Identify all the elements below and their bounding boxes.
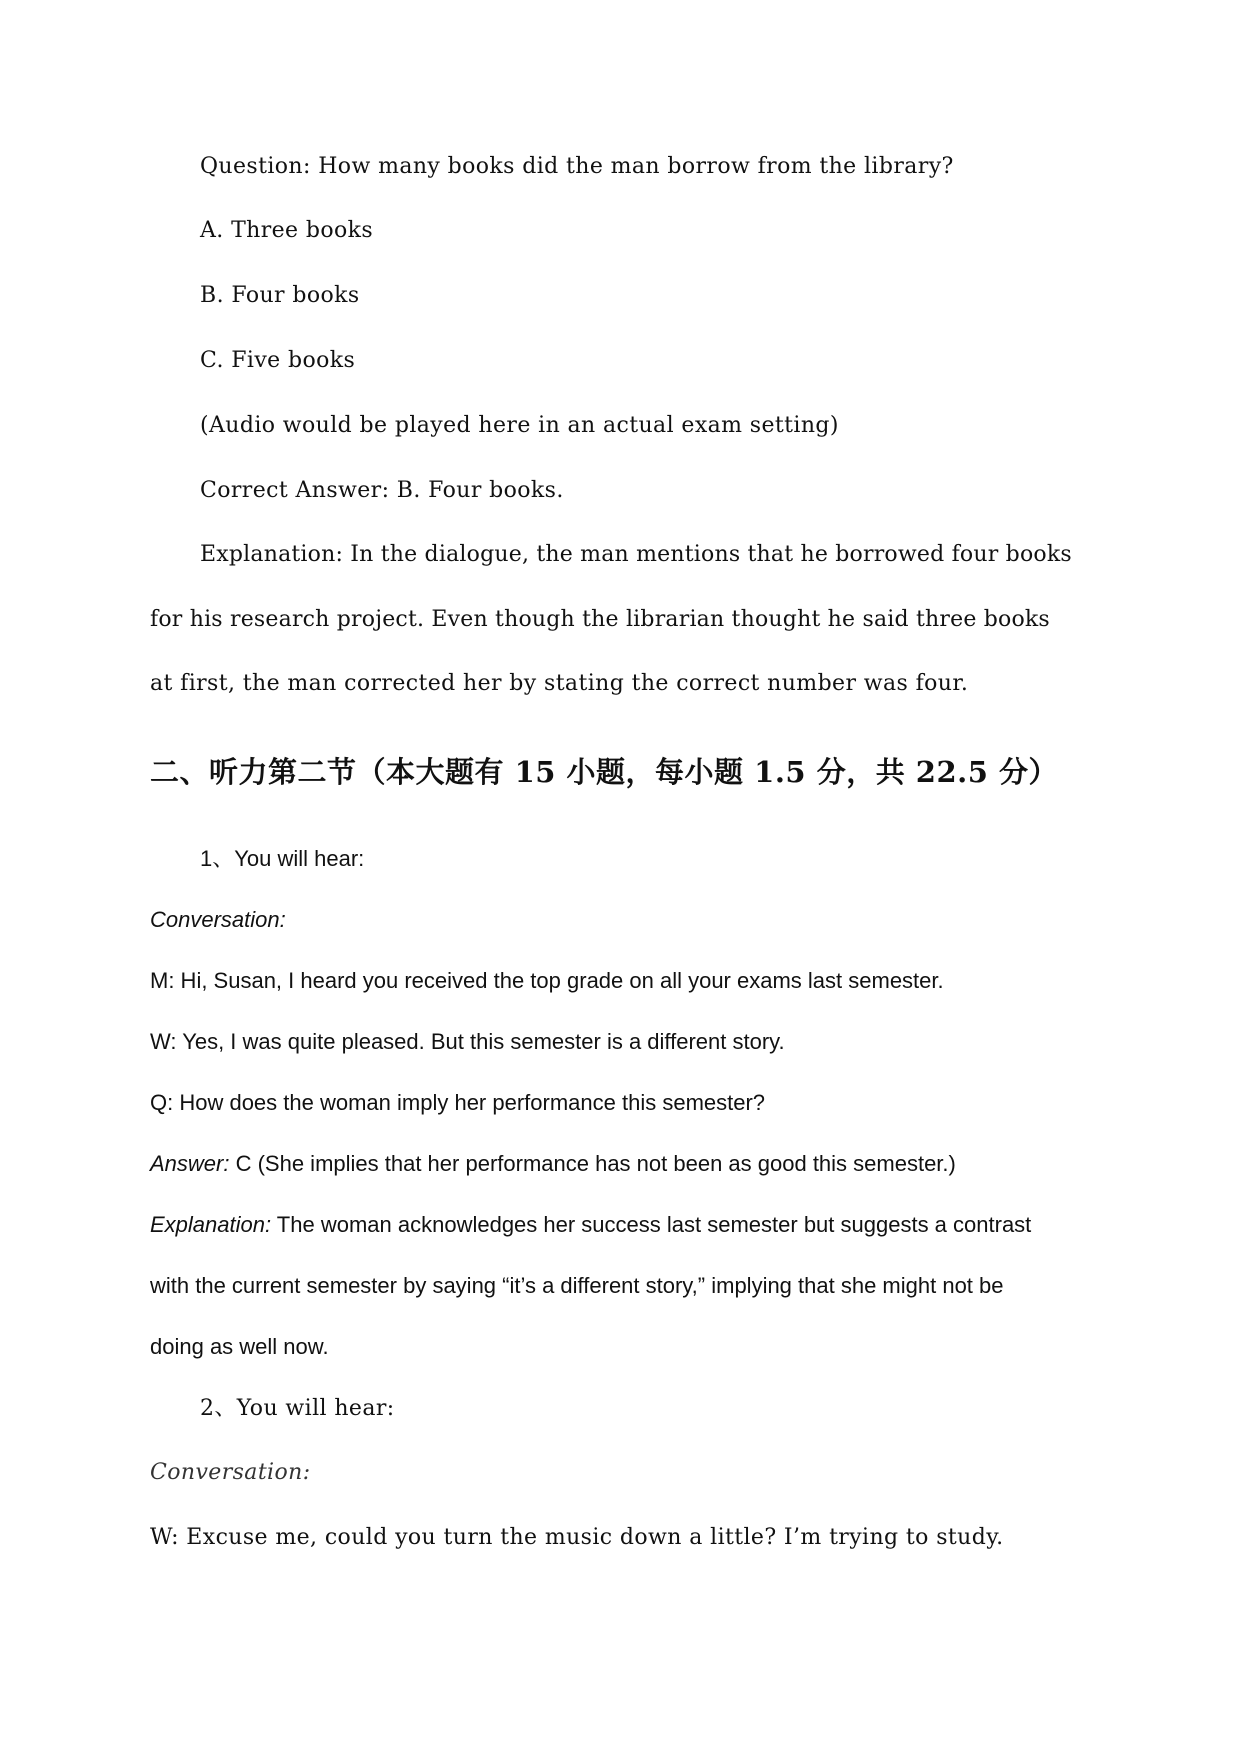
audio-note: (Audio would be played here in an actual exam setting) — [200, 413, 839, 438]
option-c: C. Five books — [200, 348, 356, 373]
item-1-answer — [150, 1153, 956, 1175]
explanation-line-1: Explanation: In the dialogue, the man mentions that he borrowed four books — [200, 542, 1072, 567]
question-text: Question: How many books did the man borrow from the library? — [200, 154, 954, 179]
answer-label: Answer: — [150, 1151, 230, 1176]
explanation-label: Explanation: — [150, 1212, 272, 1237]
item-1-label: 1、You will hear: — [200, 846, 365, 871]
item-2-line-w: W: Excuse me, could you turn the music down a little? I’m trying to study. — [150, 1525, 1004, 1550]
option-b: B. Four books — [200, 283, 360, 308]
item-1-conversation-label: Conversation: — [150, 907, 286, 932]
item-2-label: 2、You will hear: — [200, 1396, 395, 1421]
item-1-explanation-line-2: with the current semester by saying “it’s a different story,” implying that she might not be — [150, 1273, 1004, 1298]
explanation-line-3: at first, the man corrected her by stating the correct number was four. — [150, 671, 969, 696]
item-1-line-m: M: Hi, Susan, I heard you received the top grade on all your exams last semester. — [150, 968, 944, 993]
item-1-explanation-line-1 — [150, 1214, 1031, 1236]
section-heading: 二、听力第二节（本大题有 15 小题，每小题 1.5 分，共 22.5 分） — [150, 755, 1059, 789]
correct-answer: Correct Answer: B. Four books. — [200, 478, 564, 503]
item-1-line-q: Q: How does the woman imply her performance this semester? — [150, 1090, 766, 1115]
answer-text: C (She implies that her performance has not been as good this semester.) — [229, 1151, 956, 1176]
explanation-text: The woman acknowledges her success last semester but suggests a contrast — [271, 1212, 1032, 1237]
option-a: A. Three books — [200, 218, 374, 243]
item-2-conversation-label: Conversation: — [150, 1460, 311, 1485]
explanation-line-2: for his research project. Even though the librarian thought he said three books — [150, 607, 1050, 632]
item-1-line-w: W: Yes, I was quite pleased. But this semester is a different story. — [150, 1029, 785, 1054]
item-1-explanation-line-3: doing as well now. — [150, 1334, 329, 1359]
